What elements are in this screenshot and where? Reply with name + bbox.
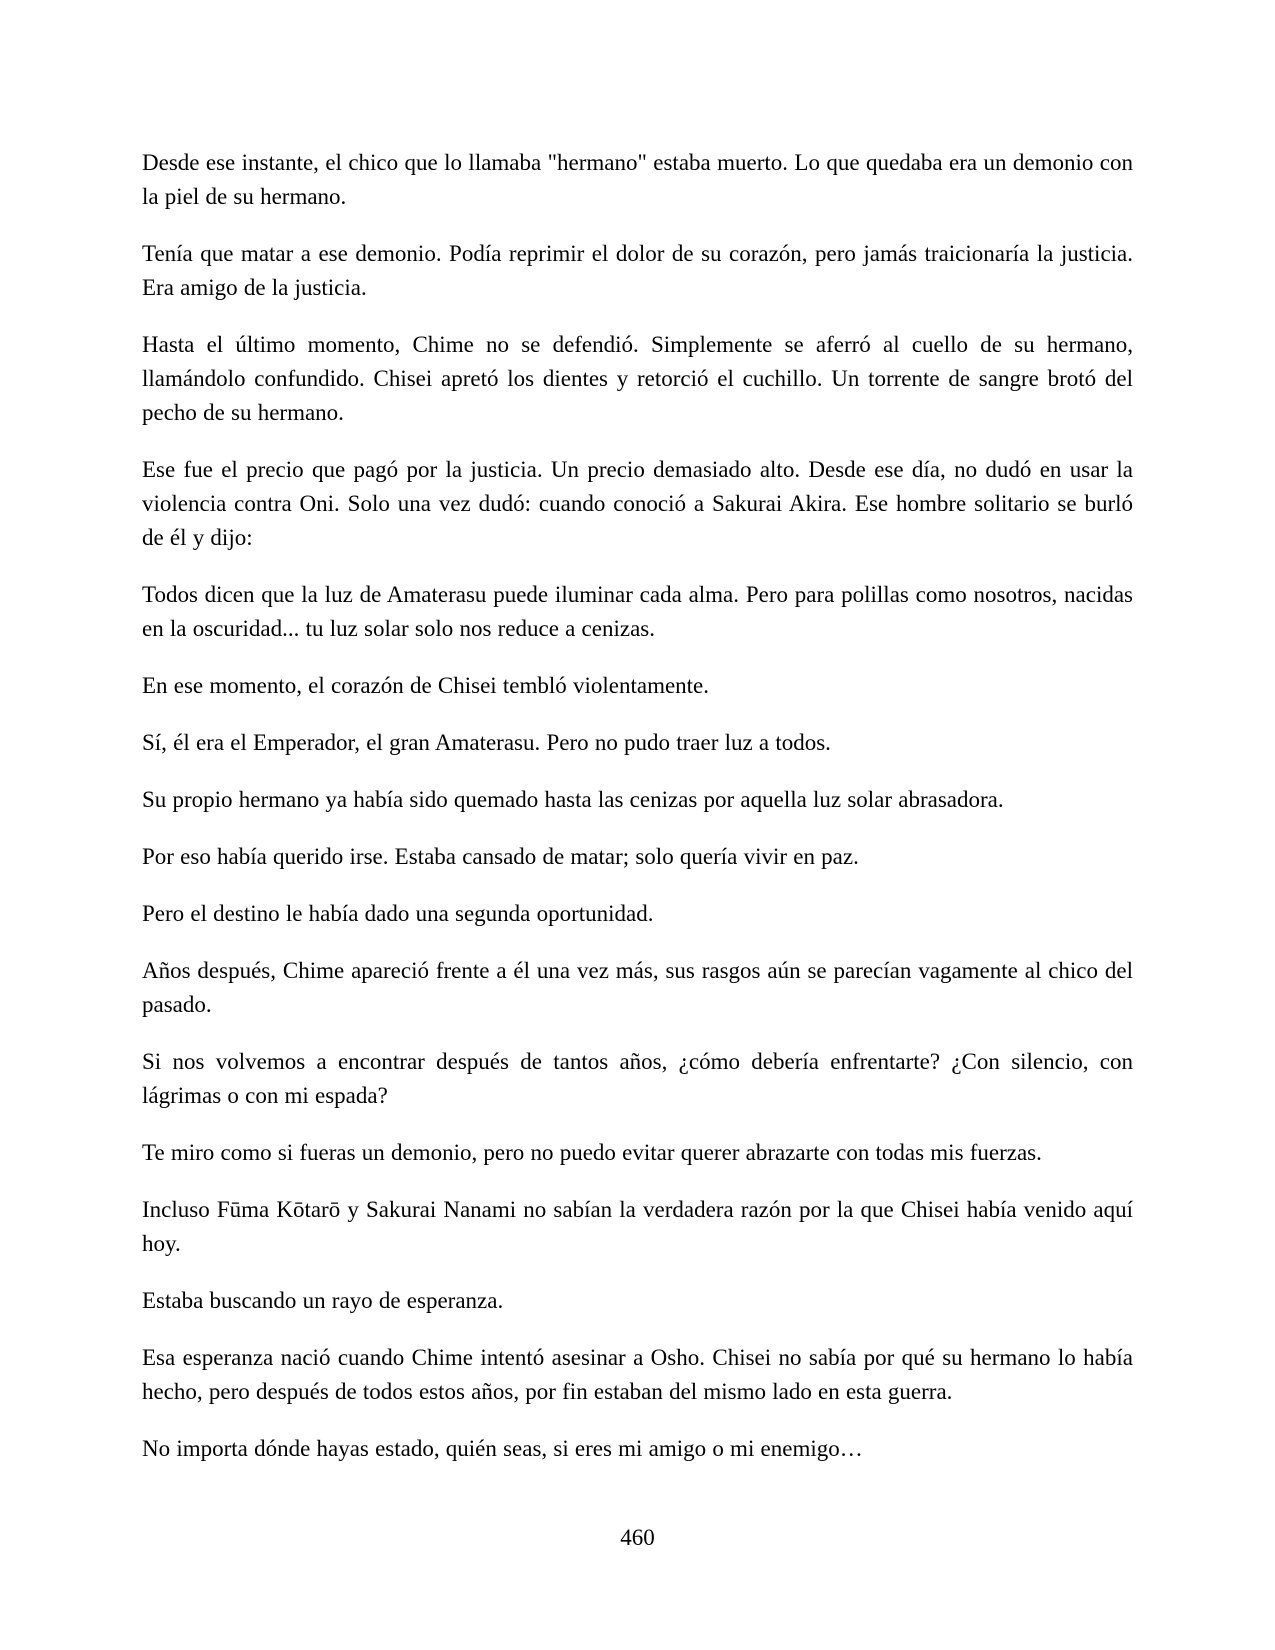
paragraph: Su propio hermano ya había sido quemado hasta las cenizas por aquella luz solar abrasadora. — [142, 787, 1004, 812]
paragraph: Sí, él era el Emperador, el gran Amaterasu. Pero no pudo traer luz a todos. — [142, 730, 831, 755]
paragraph: Esa esperanza nació cuando Chime intentó asesinar a Osho. Chisei no sabía por qué su hermano lo había hecho, pero después de todos estos años, por fin estaban del mismo lado en esta guerra. — [142, 1345, 1133, 1404]
paragraph: Te miro como si fueras un demonio, pero no puedo evitar querer abrazarte con todas mis fuerzas. — [142, 1140, 1042, 1165]
paragraph: Si nos volvemos a encontrar después de tantos años, ¿cómo debería enfrentarte? ¿Con silencio, con lágrimas o con mi espada? — [142, 1049, 1133, 1108]
paragraph: Incluso Fūma Kōtarō y Sakurai Nanami no sabían la verdadera razón por la que Chisei había venido aquí hoy. — [142, 1197, 1133, 1256]
paragraph: En ese momento, el corazón de Chisei tembló violentamente. — [142, 673, 710, 698]
paragraph: Por eso había querido irse. Estaba cansado de matar; solo quería vivir en paz. — [142, 844, 859, 869]
paragraph: Estaba buscando un rayo de esperanza. — [142, 1288, 504, 1313]
document-body — [142, 146, 1133, 1466]
page-number: 460 — [620, 1525, 655, 1550]
paragraph: Todos dicen que la luz de Amaterasu puede iluminar cada alma. Pero para polillas como nosotros, nacidas en la oscuridad... tu luz solar solo nos reduce a cenizas. — [142, 582, 1133, 641]
paragraph: Desde ese instante, el chico que lo llamaba "hermano" estaba muerto. Lo que quedaba era un demonio con la piel de su hermano. — [142, 150, 1133, 209]
paragraph: Tenía que matar a ese demonio. Podía reprimir el dolor de su corazón, pero jamás traicionaría la justicia. Era amigo de la justicia. — [142, 241, 1133, 300]
paragraph: No importa dónde hayas estado, quién seas, si eres mi amigo o mi enemigo… — [142, 1436, 863, 1461]
paragraph: Hasta el último momento, Chime no se defendió. Simplemente se aferró al cuello de su hermano, llamándolo confundido. Chisei apretó los dientes y retorció el cuchillo. Un torrente de sangre brotó del pecho de su hermano. — [142, 332, 1133, 425]
paragraph: Ese fue el precio que pagó por la justicia. Un precio demasiado alto. Desde ese día, no dudó en usar la violencia contra Oni. Solo una vez dudó: cuando conoció a Sakurai Akira. Ese hombre solitario se burló de él y dijo: — [142, 457, 1133, 550]
paragraph: Años después, Chime apareció frente a él una vez más, sus rasgos aún se parecían vagamente al chico del pasado. — [142, 958, 1133, 1017]
paragraph: Pero el destino le había dado una segunda oportunidad. — [142, 901, 654, 926]
